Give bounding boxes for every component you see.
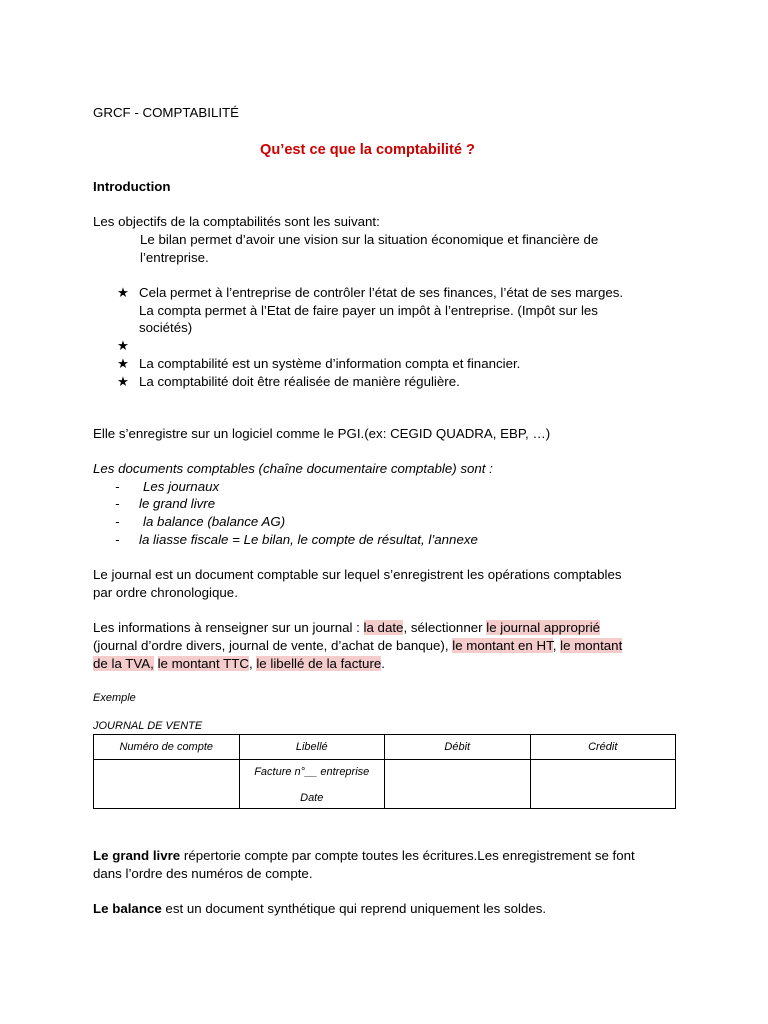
documents-item-text: la balance (balance AG) — [143, 514, 286, 529]
balance-text: est un document synthétique qui reprend uniquement les soldes. — [161, 901, 547, 916]
infos-text: , — [248, 656, 257, 671]
documents-item-text: la liasse fiscale = Le bilan, le compte de résultat, l’annexe — [139, 532, 478, 547]
infos-line-1 — [93, 619, 600, 637]
table-row — [94, 760, 676, 809]
infos-line-2 — [93, 637, 622, 655]
star-icon: ★ — [117, 285, 129, 300]
star-icon: ★ — [117, 374, 129, 389]
infos-text: , sélectionner — [403, 620, 487, 635]
bullet-item-1-cont-1: La compta permet à l’Etat de faire payer un impôt à l’entreprise. (Impôt sur les — [139, 303, 598, 318]
bullet-item-1 — [117, 284, 623, 302]
highlight-montant-tva: de la TVA, — [93, 656, 154, 671]
intro-heading: Introduction — [93, 179, 171, 194]
infos-text: , — [552, 638, 561, 653]
objectives-lead: Les objectifs de la comptabilités sont les suivant: — [93, 214, 380, 229]
column-header-numero: Numéro de compte — [94, 735, 240, 760]
table-header-row — [94, 735, 676, 760]
cell-debit — [385, 760, 531, 809]
page-title: Qu’est ce que la comptabilité ? — [260, 142, 475, 158]
libelle-line-2: Date — [300, 792, 324, 804]
cell-libelle — [239, 760, 385, 809]
documents-item-3 — [115, 513, 285, 531]
grand-livre-line-1 — [93, 847, 635, 865]
highlight-montant-tva: le montant — [560, 638, 623, 653]
highlight-montant-ht: le montant en HT — [452, 638, 553, 653]
dash-icon: - — [115, 532, 120, 547]
dash-icon: - — [115, 514, 120, 529]
balance-term: Le balance — [93, 901, 162, 916]
objectives-line-2: l’entreprise. — [140, 250, 209, 265]
grand-livre-text: répertorie compte par compte toutes les écritures.Les enregistrement se font — [180, 848, 635, 863]
column-header-libelle: Libellé — [239, 735, 385, 760]
cell-numero — [94, 760, 240, 809]
documents-item-text: le grand livre — [139, 496, 216, 511]
document-header: GRCF - COMPTABILITÉ — [93, 105, 240, 120]
bullet-text: Cela permet à l’entreprise de contrôler l’état de ses finances, l’état de ses marges. — [139, 285, 624, 300]
bullet-text: La comptabilité est un système d’information compta et financier. — [139, 356, 521, 371]
star-icon: ★ — [117, 356, 129, 371]
bullet-text: La comptabilité doit être réalisée de manière régulière. — [139, 374, 460, 389]
journal-definition-line-1: Le journal est un document comptable sur lequel s’enregistrent les opérations comptables — [93, 567, 622, 582]
highlight-montant-ttc: le montant TTC — [157, 656, 249, 671]
objectives-line-1: Le bilan permet d’avoir une vision sur la situation économique et financière de — [140, 232, 599, 247]
highlight-journal: le journal approprié — [486, 620, 601, 635]
libelle-line-1: Facture n°__ entreprise — [254, 766, 370, 778]
bullet-item-1-cont-2: sociétés) — [139, 320, 193, 335]
grand-livre-term: Le grand livre — [93, 848, 181, 863]
journal-title: JOURNAL DE VENTE — [93, 720, 203, 732]
balance-line — [93, 900, 546, 918]
journal-definition-line-2: par ordre chronologique. — [93, 585, 238, 600]
bullet-item-3 — [117, 355, 520, 373]
infos-text: . — [381, 656, 385, 671]
highlight-libelle: le libellé de la facture — [256, 656, 382, 671]
infos-line-3 — [93, 655, 385, 673]
documents-item-4 — [115, 531, 478, 549]
documents-item-2 — [115, 495, 215, 513]
journal-table — [93, 734, 676, 809]
infos-text — [154, 656, 158, 671]
infos-text: (journal d’ordre divers, journal de vente, d’achat de banque), — [93, 638, 453, 653]
documents-lead: Les documents comptables (chaîne documentaire comptable) sont : — [93, 461, 493, 476]
bullet-item-2 — [117, 337, 139, 355]
documents-item-1 — [115, 478, 219, 496]
star-icon: ★ — [117, 338, 129, 353]
highlight-date: la date — [363, 620, 404, 635]
software-line: Elle s’enregistre sur un logiciel comme le PGI.(ex: CEGID QUADRA, EBP, …) — [93, 426, 551, 441]
dash-icon: - — [115, 496, 120, 511]
column-header-debit: Débit — [385, 735, 531, 760]
dash-icon: - — [115, 479, 120, 494]
documents-item-text: Les journaux — [143, 479, 220, 494]
cell-credit — [530, 760, 676, 809]
example-label: Exemple — [93, 692, 136, 704]
grand-livre-line-2: dans l’ordre des numéros de compte. — [93, 866, 313, 881]
infos-text: Les informations à renseigner sur un journal : — [93, 620, 364, 635]
bullet-item-4 — [117, 373, 460, 391]
column-header-credit: Crédit — [530, 735, 676, 760]
